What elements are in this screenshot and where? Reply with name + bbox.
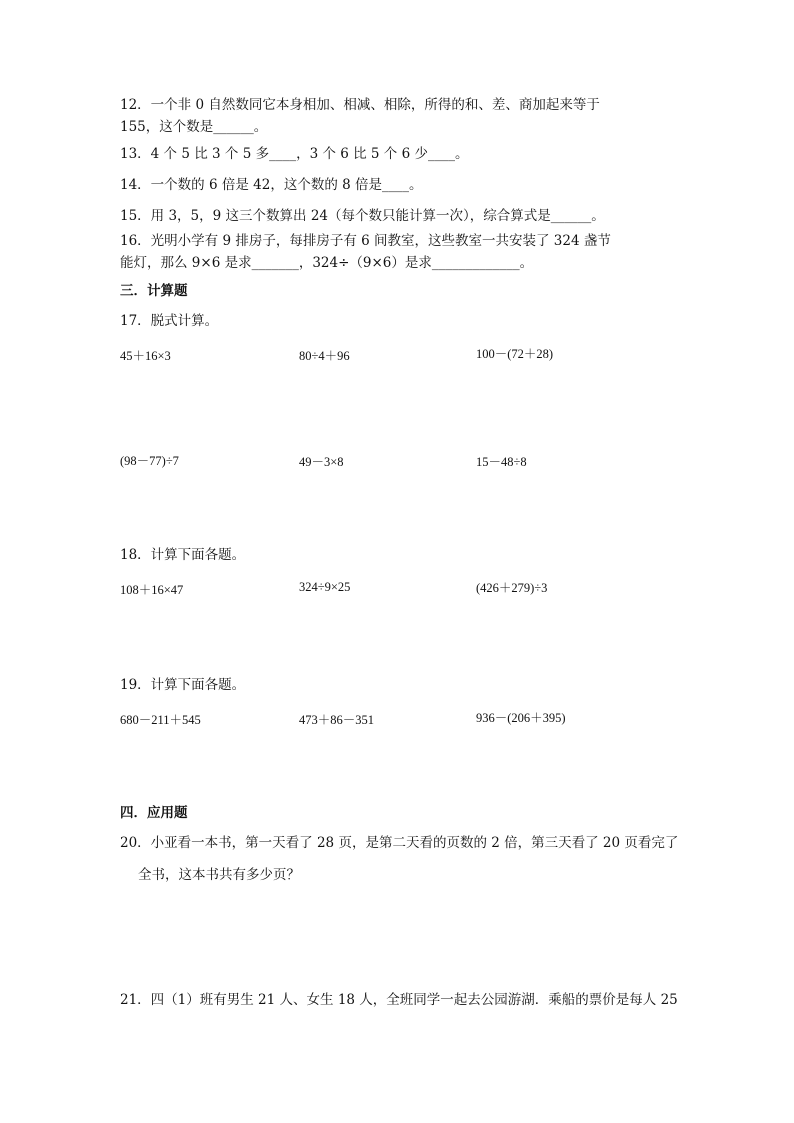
q17-expr-6: 15－48÷8: [476, 455, 527, 469]
q19-expr-1: 680－211＋545: [120, 713, 201, 727]
q18-expr-1: 108＋16×47: [120, 583, 184, 597]
question-20-line2: 全书，这本书共有多少页？: [138, 867, 300, 883]
question-17-title: 17．脱式计算。: [120, 313, 219, 329]
question-19-title: 19．计算下面各题。: [120, 677, 246, 693]
q18-expr-3: (426＋279)÷3: [476, 581, 548, 595]
question-12-line1: 12．一个非 0 自然数同它本身相加、相减、相除，所得的和、差、商加起来等于: [120, 97, 600, 113]
section-3-heading: 三．计算题: [120, 283, 188, 299]
question-16-line2: 能灯，那么 9×6 是求_______，324÷（9×6）是求_____________。: [120, 255, 534, 271]
q17-expr-2: 80÷4＋96: [299, 349, 350, 363]
section-4-heading: 四．应用题: [120, 805, 188, 821]
question-18-title: 18．计算下面各题。: [120, 547, 246, 563]
q19-expr-3: 936－(206＋395): [476, 711, 566, 725]
q18-expr-2: 324÷9×25: [299, 580, 351, 594]
question-14: 14．一个数的 6 倍是 42，这个数的 8 倍是____。: [120, 177, 423, 193]
question-15: 15．用 3，5，9 这三个数算出 24（每个数只能计算一次），综合算式是______。: [120, 208, 605, 224]
question-13: 13．4 个 5 比 3 个 5 多____，3 个 6 比 5 个 6 少____。: [120, 146, 469, 162]
question-20-line1: 20．小亚看一本书，第一天看了 28 页，是第二天看的页数的 2 倍，第三天看了 20 页看完了: [120, 835, 679, 851]
question-12-line2: 155，这个数是______。: [120, 119, 268, 135]
q17-expr-4: (98－77)÷7: [120, 454, 179, 468]
q17-expr-1: 45＋16×3: [120, 349, 171, 363]
question-21-line1: 21．四（1）班有男生 21 人、女生 18 人，全班同学一起去公园游湖．乘船的票价是每人 25: [120, 992, 678, 1008]
question-16-line1: 16．光明小学有 9 排房子，每排房子有 6 间教室，这些教室一共安装了 324 盏节: [120, 233, 611, 249]
q19-expr-2: 473＋86－351: [299, 713, 375, 727]
q17-expr-5: 49－3×8: [299, 455, 344, 469]
q17-expr-3: 100－(72＋28): [476, 347, 554, 361]
